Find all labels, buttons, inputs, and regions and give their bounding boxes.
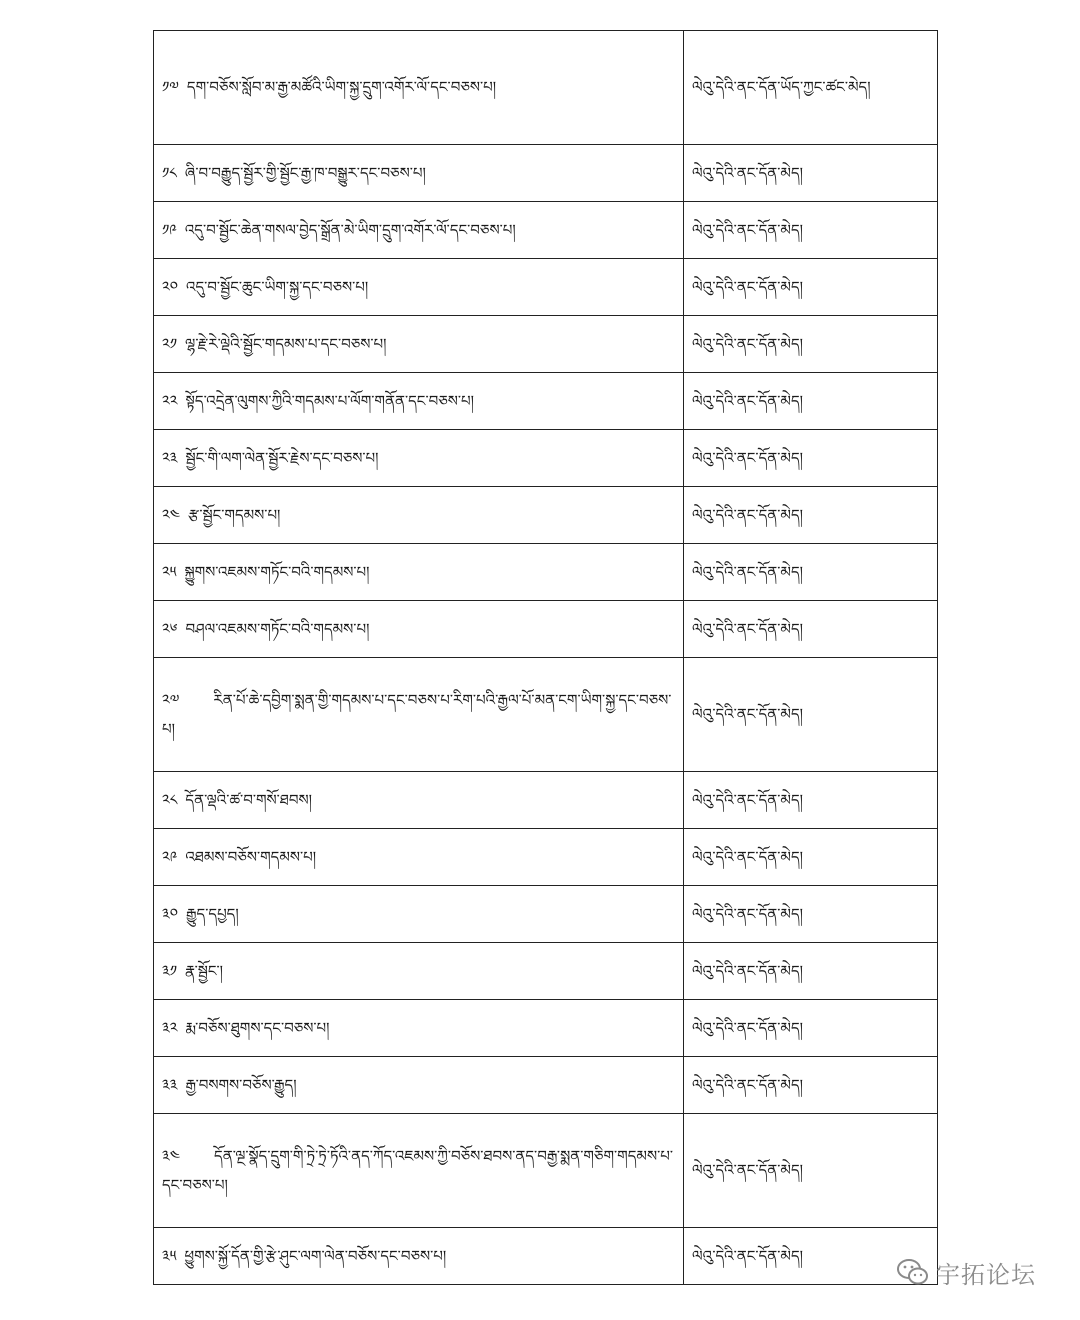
table-row [154, 601, 938, 658]
item-title: རྨ་བཅོས་ཐུགས་དང་བཅས་པ། [185, 1018, 330, 1037]
item-cell [154, 772, 684, 829]
status-cell: ལེའུ་དེའི་ནང་དོན་མེད། [684, 316, 938, 373]
item-cell [154, 1114, 684, 1228]
item-number: ༣༤ [162, 1147, 181, 1165]
item-cell [154, 658, 684, 772]
item-number: ༢༣ [162, 448, 178, 467]
item-title: སྦྱོང་གི་ལག་ལེན་སྦྱོར་རྗེས་དང་བཅས་པ། [185, 448, 379, 467]
table-row [154, 1057, 938, 1114]
item-cell [154, 259, 684, 316]
status-cell: ལེའུ་དེའི་ནང་དོན་མེད། [684, 145, 938, 202]
item-title: དོན་ལྔ་སྣོད་དྲུག་གི་ཏྲེ་ཏྲེ་ཏོའི་ནད་ཀོད་འཇམས་ཀྱི་བཅོས་ཐབས་ནད་བརྒྱ་སྨན་གཅིག་གདམས་པ་དང་བཅས་པ། [162, 1147, 673, 1194]
watermark-text: 宇拓论坛 [936, 1260, 1036, 1289]
table-row [154, 202, 938, 259]
status-cell: ལེའུ་དེའི་ནང་དོན་མེད། [684, 1114, 938, 1228]
item-cell [154, 1057, 684, 1114]
status-cell: ལེའུ་དེའི་ནང་དོན་མེད། [684, 1057, 938, 1114]
item-cell [154, 943, 684, 1000]
item-number: ༢༧ [162, 691, 180, 709]
item-title: འདུ་བ་སྦྱོང་ཆུང་ཡིག་སྐྱ་དང་བཅས་པ། [186, 277, 369, 296]
item-title: རྣ་སྦྱོང་། [185, 961, 223, 980]
item-cell [154, 1000, 684, 1057]
table-row [154, 1000, 938, 1057]
table-row [154, 487, 938, 544]
item-cell [154, 829, 684, 886]
status-cell: ལེའུ་དེའི་ནང་དོན་མེད། [684, 1000, 938, 1057]
table-row [154, 259, 938, 316]
item-title: རྩ་སྦྱོང་གདམས་པ། [188, 505, 281, 524]
item-title: འདུ་བ་སྦྱོང་ཆེན་གསལ་བྱེད་སྒྲོན་མེ་ཡིག་དྲུག་འགོར་ལོ་དང་བཅས་པ། [184, 220, 516, 239]
item-number: ༢༩ [162, 847, 178, 866]
table-row [154, 943, 938, 1000]
item-title: ཞི་བ་བརྒྱུད་སྦྱོར་གྱི་སྦྱོང་རྒྱ་ཁ་བསྒྱུར་དང་བཅས་པ། [184, 163, 426, 182]
status-cell: ལེའུ་དེའི་ནང་དོན་ཡོད་ཀྱང་ཚང་མེད། [684, 31, 938, 145]
table-row [154, 544, 938, 601]
item-cell [154, 886, 684, 943]
table-row [154, 373, 938, 430]
item-cell [154, 145, 684, 202]
table-row [154, 31, 938, 145]
item-number: ༣༡ [162, 961, 178, 980]
status-cell: ལེའུ་དེའི་ནང་དོན་མེད། [684, 487, 938, 544]
item-number: ༢༨ [162, 790, 178, 809]
table-row [154, 316, 938, 373]
item-number: ༢༠ [162, 277, 179, 296]
status-cell: ལེའུ་དེའི་ནང་དོན་མེད། [684, 658, 938, 772]
table-body [154, 31, 938, 1285]
status-cell: ལེའུ་དེའི་ནང་དོན་མེད། [684, 601, 938, 658]
status-cell: ལེའུ་དེའི་ནང་དོན་མེད། [684, 544, 938, 601]
watermark [896, 1252, 1056, 1292]
item-cell [154, 544, 684, 601]
item-cell [154, 487, 684, 544]
item-number: ༡༩ [162, 220, 177, 239]
item-cell [154, 430, 684, 487]
item-title: རྒྱ་བསགས་བཅོས་རྒྱུད། [185, 1075, 297, 1094]
item-number: ༢༤ [162, 505, 181, 524]
status-cell: ལེའུ་དེའི་ནང་དོན་མེད། [684, 202, 938, 259]
item-title: དོན་ལྡའི་ཚ་བ་གསོ་ཐབས། [185, 790, 312, 809]
content-table [153, 30, 938, 1285]
item-title: རྒྱུད་དཔྱད། [185, 904, 239, 923]
item-cell [154, 601, 684, 658]
item-cell [154, 31, 684, 145]
item-title: ཕྱུགས་སྐྱོ་དོན་གྱི་རྩེ་ཤུང་ལག་ལེན་བཅོས་དང་བཅས་པ། [184, 1246, 447, 1265]
table-row [154, 1228, 938, 1285]
item-title: བཤལ་འཇམས་གཏོང་བའི་གདམས་པ། [185, 619, 370, 638]
item-number: ༣༣ [162, 1075, 178, 1094]
item-number: ༢༦ [162, 619, 178, 638]
item-number: ༡༧ [162, 78, 179, 97]
status-cell: ལེའུ་དེའི་ནང་དོན་མེད། [684, 430, 938, 487]
table-row [154, 829, 938, 886]
status-cell: ལེའུ་དེའི་ནང་དོན་མེད། [684, 829, 938, 886]
item-number: ༣༠ [162, 904, 178, 923]
item-number: ༢༥ [162, 562, 177, 581]
status-cell: ལེའུ་དེའི་ནང་དོན་མེད། [684, 373, 938, 430]
item-number: ༢༡ [162, 334, 178, 353]
item-title: རིན་པོ་ཆེ་དབྱིག་སྨན་གྱི་གདམས་པ་དང་བཅས་པ་རིག་པའི་རྒྱལ་པོ་མན་ངག་ཡིག་སྐྱ་དང་བཅས་པ། [162, 691, 672, 738]
status-cell: ལེའུ་དེའི་ནང་དོན་མེད། [684, 886, 938, 943]
table-row [154, 658, 938, 772]
wechat-icon [896, 1257, 930, 1287]
status-cell: ལེའུ་དེའི་ནང་དོན་མེད། [684, 259, 938, 316]
item-number: ༢༢ [162, 391, 178, 410]
table-row [154, 145, 938, 202]
item-title: སྟོད་འདྲེན་ལུགས་ཀྱིའི་གདམས་པ་ལོག་གནོན་དང་བཅས་པ། [185, 391, 474, 410]
item-title: འཐམས་བཅོས་གདམས་པ། [185, 847, 317, 866]
table-row [154, 886, 938, 943]
item-title: དག་བཅོས་སློབ་མ་རྒྱ་མཚོའི་ཡིག་སྐྱ་དྲུག་འགོར་ལོ་དང་བཅས་པ། [186, 78, 497, 97]
item-number: ༣༢ [162, 1018, 178, 1037]
item-cell [154, 1228, 684, 1285]
table-row [154, 772, 938, 829]
table-row [154, 1114, 938, 1228]
item-title: སྐྱུགས་འཇམས་གཏོང་བའི་གདམས་པ། [184, 562, 370, 581]
status-cell: ལེའུ་དེའི་ནང་དོན་མེད། [684, 1228, 938, 1285]
status-cell: ལེའུ་དེའི་ནང་དོན་མེད། [684, 943, 938, 1000]
table-row [154, 430, 938, 487]
item-title: ལྷ་རྗེ་རེ་ལྡེའི་སྦྱོང་གདམས་པ་དང་བཅས་པ། [185, 334, 387, 353]
item-cell [154, 373, 684, 430]
item-number: ༣༥ [162, 1246, 177, 1265]
status-cell: ལེའུ་དེའི་ནང་དོན་མེད། [684, 772, 938, 829]
item-cell [154, 316, 684, 373]
item-number: ༡༨ [162, 163, 177, 182]
item-cell [154, 202, 684, 259]
